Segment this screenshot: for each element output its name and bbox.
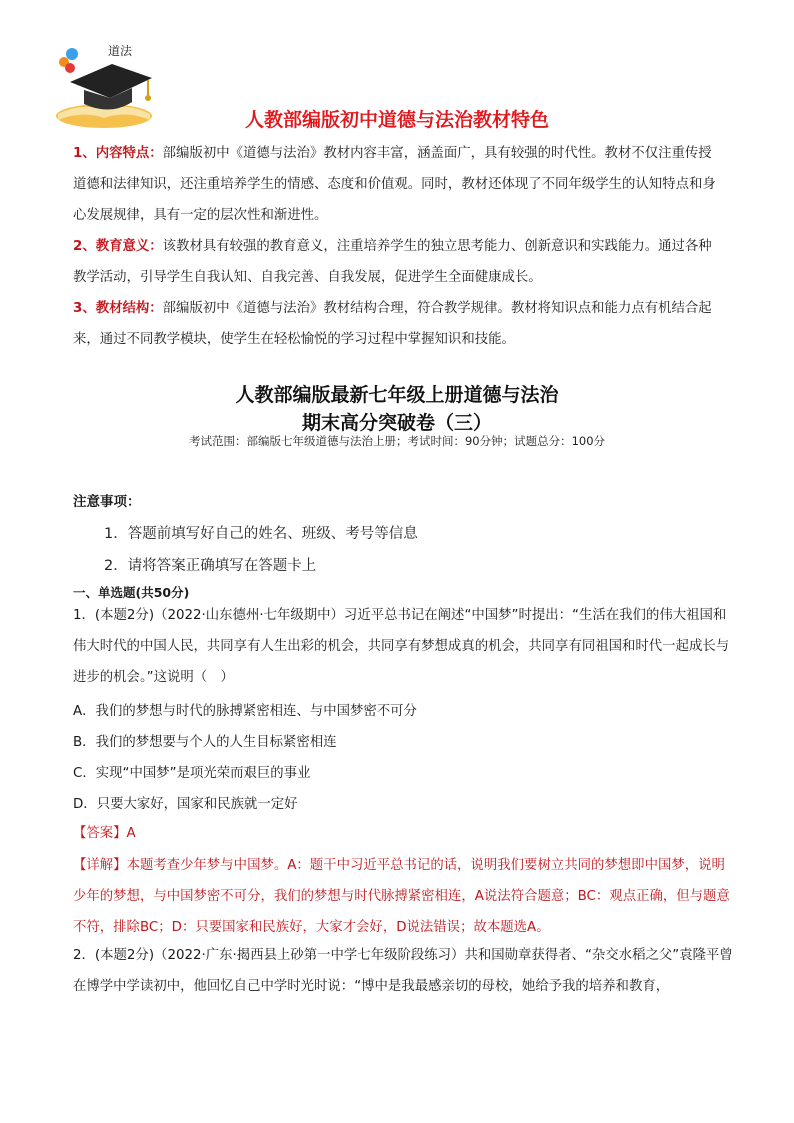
question-1-detail — [73, 850, 733, 943]
logo-label: 道法 — [108, 44, 133, 58]
feature-paragraph-2 — [73, 231, 723, 293]
feature-text: 部编版初中《道德与法治》教材内容丰富，涵盖面广，具有较强的时代性。教材不仅注重传授道德和法律知识，还注重培养学生的情感、态度和价值观。同时，教材还体现了不同年级学生的认知特点和身心发展规律，具有一定的层次性和渐进性。 — [73, 146, 716, 223]
question-2-stem: 2．(本题2分)（2022·广东·揭西县上砂第一中学七年级阶段练习）共和国勋章获得者、“杂交水稻之父”袁隆平曾在博学中学读初中，他回忆自己中学时光时说：“博中是我最感亲切的母校，她给予我的培养和教育， — [73, 948, 733, 994]
question-1-option-a: A．我们的梦想与时代的脉搏紧密相连、与中国梦密不可分 — [73, 704, 417, 719]
notice-item: 1．答题前填写好自己的姓名、班级、考号等信息 — [104, 526, 418, 542]
question-1-option-c: C．实现“中国梦”是项光荣而艰巨的事业 — [73, 766, 311, 781]
banner-title: 人教部编版初中道德与法治教材特色 — [244, 109, 549, 131]
feature-paragraph-3 — [73, 293, 723, 355]
feature-text: 该教材具有较强的教育意义，注重培养学生的独立思考能力、创新意识和实践能力。通过各种教学活动，引导学生自我认知、自我完善、自我发展，促进学生全面健康成长。 — [73, 239, 712, 285]
question-1-option-b: B．我们的梦想要与个人的人生目标紧密相连 — [73, 735, 337, 750]
question-1-stem: 1．(本题2分)（2022·山东德州·七年级期中）习近平总书记在阐述“中国梦”时提出：“生活在我们的伟大祖国和伟大时代的中国人民，共同享有人生出彩的机会，共同享有梦想成真的机会，共同享有同祖国和时代一起成长与进步的机会。”这说明（ ） — [73, 608, 730, 685]
feature-lead: 1、内容特点： — [73, 146, 163, 161]
section-heading: 一、单选题(共50分) — [73, 585, 190, 600]
question-1-answer: 【答案】A — [73, 826, 136, 841]
feature-lead: 2、教育意义： — [73, 239, 163, 254]
feature-text: 部编版初中《道德与法治》教材结构合理，符合教学规律。教材将知识点和能力点有机结合起来，通过不同教学模块，使学生在轻松愉悦的学习过程中掌握知识和技能。 — [73, 301, 712, 347]
exam-title: 人教部编版最新七年级上册道德与法治 — [235, 384, 559, 406]
question-1-option-d: D．只要大家好，国家和民族就一定好 — [73, 797, 298, 812]
detail-label: 【详解】 — [73, 858, 127, 873]
feature-paragraph-1 — [73, 138, 723, 231]
exam-subtitle: 期末高分突破卷（三） — [301, 412, 492, 434]
notice-heading: 注意事项： — [73, 494, 141, 510]
exam-info: 考试范围：部编版七年级道德与法治上册；考试时间：90分钟；试题总分：100分 — [188, 434, 606, 448]
feature-lead: 3、教材结构： — [73, 301, 163, 316]
detail-text: 本题考查少年梦与中国梦。A：题干中习近平总书记的话，说明我们要树立共同的梦想即中国梦，说明少年的梦想，与中国梦密不可分，我们的梦想与时代脉搏紧密相连，A说法符合题意；BC：观点正确，但与题意不符，排除BC；D：只要国家和民族好，大家才会好，D说法错误；故本题选A。 — [73, 858, 730, 935]
notice-item: 2．请将答案正确填写在答题卡上 — [104, 558, 317, 574]
